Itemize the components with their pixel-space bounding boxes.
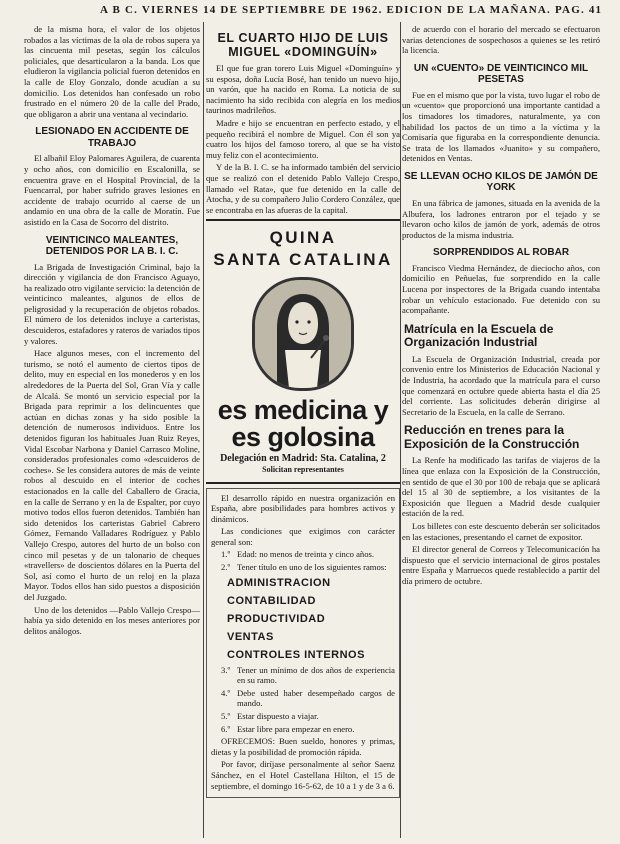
ad-brand-line-1: QUINA: [269, 228, 337, 248]
headline-sorprendidos: SORPRENDIDOS AL ROBAR: [432, 247, 570, 259]
headline-jamon: SE LLEVAN OCHO KILOS DE JAMÓN DE YORK: [404, 170, 598, 194]
article-text: Francisco Viedma Hernández, de dieciocho años, con domicilio en Peñuelas, fue sorprendido en la calle Lucena por inspectores de la Brigada cuando intentaba robar un vehículo estacionado. Fue detenido con su acompañante.: [402, 262, 600, 316]
column-2: [206, 24, 400, 838]
job-area: CONTROLES INTERNOS: [227, 648, 365, 661]
article-text: La Escuela de Organización Industrial, creada por convenio entre los Ministerios de Educación Nacional y de Industria, ha acordado que la matrícula para el curso que comenzará en octubre quede abierta hasta el día 25 del corriente. Las solicitudes deberán dirigirse al Secretario de la Escuela, en la calle de Serrano.: [402, 353, 600, 417]
ad-brand-line-2: SANTA CATALINA: [213, 250, 393, 270]
requirement-item: 6.º Estar libre para empezar en enero.: [221, 723, 355, 734]
requirement-item: 3.º Tener un mínimo de dos años de experiencia en su ramo.: [221, 664, 395, 686]
column-rule: [203, 22, 204, 838]
column-rule: [400, 22, 401, 838]
column-1: [24, 24, 200, 838]
job-intro: El desarrollo rápido en nuestra organización en España, abre posibilidades para hombres activos y dinámicos.: [211, 492, 395, 524]
article-text: En una fábrica de jamones, situada en la avenida de la Albufera, los ladrones entraron por el tejado y se llevaron ocho kilos de jamón de york, además de otros productos de la misma industria.: [402, 197, 600, 240]
job-advertisement: [206, 488, 400, 799]
job-conditions: Las condiciones que exigimos con carácter general son:: [211, 526, 395, 547]
article-text: El albañil Eloy Palomares Aguilera, de cuarenta y ocho años, con domicilio en Escalonilla, se encuentra grave en el Hospital Provincial, de la Fuencarral, por haber sufrido graves lesiones en accidente de trabajo ocurrido al caerse de un andamio en una obra de la calle de Moratín. Fue asistido en la Casa de Socorro del distrito.: [24, 153, 200, 227]
article-text: Uno de los detenidos —Pablo Vallejo Crespo— había ya sido detenido en los meses anteriores por delitos análogos.: [24, 604, 200, 636]
headline-dominguin: EL CUARTO HIJO DE LUIS MIGUEL «DOMINGUÍN»: [217, 31, 389, 59]
ad-delegation: Delegación en Madrid: Sta. Catalina, 2: [220, 453, 386, 465]
requirement-item: 5.º Estar dispuesto a viajar.: [221, 711, 319, 722]
headline-cuento: UN «CUENTO» DE VEINTICINCO MIL PESETAS: [413, 62, 589, 86]
ad-representatives: Solicitan representantes: [262, 464, 344, 474]
column-3: [402, 24, 600, 838]
job-area: VENTAS: [227, 630, 274, 643]
article-text: de la misma hora, el valor de los objetos robados a las víctimas de la ola de robos supera ya las cincuenta mil pesetas, según los cálculos policiales, que desarticularon a la banda. Los que eludieron la vigilancia policial fueron detenidos en la calle de Eloy Gonzalo, donde acudían a su domicilio. Los detenidos han confesado un robo frustrado en el número 20 de la calle del Prado, que obligaron a abrir una ventana al vecindario.: [24, 24, 200, 119]
nun-figure-icon: [255, 280, 351, 388]
job-area: CONTABILIDAD: [227, 594, 316, 607]
article-text: La Brigada de Investigación Criminal, bajo la dirección y vigilancia de don Francisco Aguayo, ha realizado otro vigilante servicio: la detención de veinticinco maleantes, algunos de ellos de peligrosidad y la recuperación de objetos robados. El número de los detenidos incluye a carteristas, descuideros, estafadores y rateros de variados tipos y valores.: [24, 261, 200, 346]
ad-slogan-line-2: es golosina: [231, 422, 375, 453]
article-text: El director general de Correos y Telecomunicación ha dispuesto que el servicio internacional de giros postales entre España y Marruecos quede restablecido a partir del día primero de octubre.: [402, 544, 600, 586]
headline-reduccion-trenes: Reducción en trenes para la Exposición de la Construcción: [404, 423, 580, 451]
requirement-item: 2.º Tener título en uno de los siguientes ramos:: [221, 562, 387, 573]
article-text: Madre e hijo se encuentran en perfecto estado, y el pequeño recibirá el nombre de Miguel. Con él son ya cuatro los hijos del famoso torero, al que se ha visto muy feliz con el acontecimiento.: [206, 117, 400, 160]
article-text: Y de la B. I. C. se ha informado también del servicio que se realizó con el detenido Pablo Vallejo Crespo, llamado «el Rata», que fue detenido en la calle de Atocha, y de su compañero Julio Cordero Conzález, que se encontraba en las afueras de la capital.: [206, 162, 400, 215]
headline-matricula: Matrícula en la Escuela de Organización Industrial: [404, 321, 554, 350]
quina-advertisement: [206, 219, 400, 483]
job-offer: OFRECEMOS: Buen sueldo, honores y primas, dietas y la posibilidad de promoción rápida.: [211, 736, 395, 757]
requirement-item: 1.º Edad: no menos de treinta y cinco años.: [221, 549, 374, 560]
job-area: ADMINISTRACION: [227, 576, 331, 589]
article-text: de acuerdo con el horario del mercado se efectuaron varias detenciones de sospechosos a quienes se les retiró la licencia.: [402, 24, 600, 56]
article-text: La Renfe ha modificado las tarifas de viajeros de la línea que enlaza con la Exposición de la Construcción, en sentido de que el 30 por 100 de rebaja que se aplicará del 15 al 30 de septiembre, a los visitantes de la Exposición que lleguen a Madrid desde cualquier estación de la red.: [402, 455, 600, 519]
headline-lesionado: LESIONADO EN ACCIDENTE DE TRABAJO: [35, 126, 189, 149]
requirement-item: 4.º Debe usted haber desempeñado cargos de mando.: [221, 687, 395, 709]
saint-portrait-illustration: [252, 277, 354, 391]
job-contact: Por favor, diríjase personalmente al señor Saenz Sánchez, en el Hotel Castellana Hilton, el 15 de septiembre, el domingo 16-5-62, de 10 a 1 y de 3 a 6.: [211, 759, 395, 791]
article-text: El que fue gran torero Luis Miguel «Dominguín» y su esposa, doña Lucía Bosé, han tenido un nuevo hijo, un varón, que ha nacido en Roma. La noticia de su nacimiento ha sido recibida con alegría en los medios taurinos madrileños.: [206, 63, 400, 116]
article-text: Fue en el mismo que por la vista, tuvo lugar el robo de un «cuento» que proporcionó una importante cantidad a los timadores los timadores, naturalmente, ya con habilidad los pactos de un timo a la víctima y la Comisaría que figuraba en la correspondiente denuncia. Se trata de los llamados «Juanito» y su compañero, detenidos en Ventas.: [402, 89, 600, 164]
article-text: Hace algunos meses, con el incremento del turismo, se notó el aumento de ciertos tipos de delito, muy en especial en los monederos y en los alrededores de la Puerta del Sol, Gran Vía y calle de Alcalá. Se montó un servicio especial por la Brigada para reprimir a los delincuentes que actúan en dichas zonas y ha sido posible la detención de numerosos individuos. Entre los detenidos figuran los habituales Juan Ruiz Reyes, Vidal Escobar Narbona y Daniel Carrasco Moline, considerados profesionales como «descuideros de coches». Se les considera autores de más de veinte robos al descuido en el interior de coches estacionados en la calle del Caballero de Gracia, en la calle de Serrano y en la de Espalter, por cuyo motivo todos ellos fueron detenidos. También han sido detenidos los carteristas Gabriel Cabrero Gómez, Fernando Valladares Rodríguez y Pablo Vallejo Crespo, autores del hurto de un bolso con cinco mil pesetas y de un talonario de cheques «travellers» de doscientos dólares en la Puerta del Sol, así como el hurto de un reloj en la plaza Mayor. Todos ellos han sido puestos a disposición del Juzgado.: [24, 348, 200, 602]
page-header: A B C. VIERNES 14 DE SEPTIEMBRE DE 1962. EDICION DE LA MAÑANA. PAG. 41: [100, 4, 603, 16]
job-area: PRODUCTIVIDAD: [227, 612, 326, 625]
ad-slogan-line-1: es medicina y: [217, 395, 389, 426]
headline-maleantes: VEINTICINCO MALEANTES, DETENIDOS POR LA B. I. C.: [45, 234, 179, 257]
article-text: Los billetes con este descuento deberán ser solicitados en las estaciones, presentando el carnet de expositor.: [402, 520, 600, 542]
